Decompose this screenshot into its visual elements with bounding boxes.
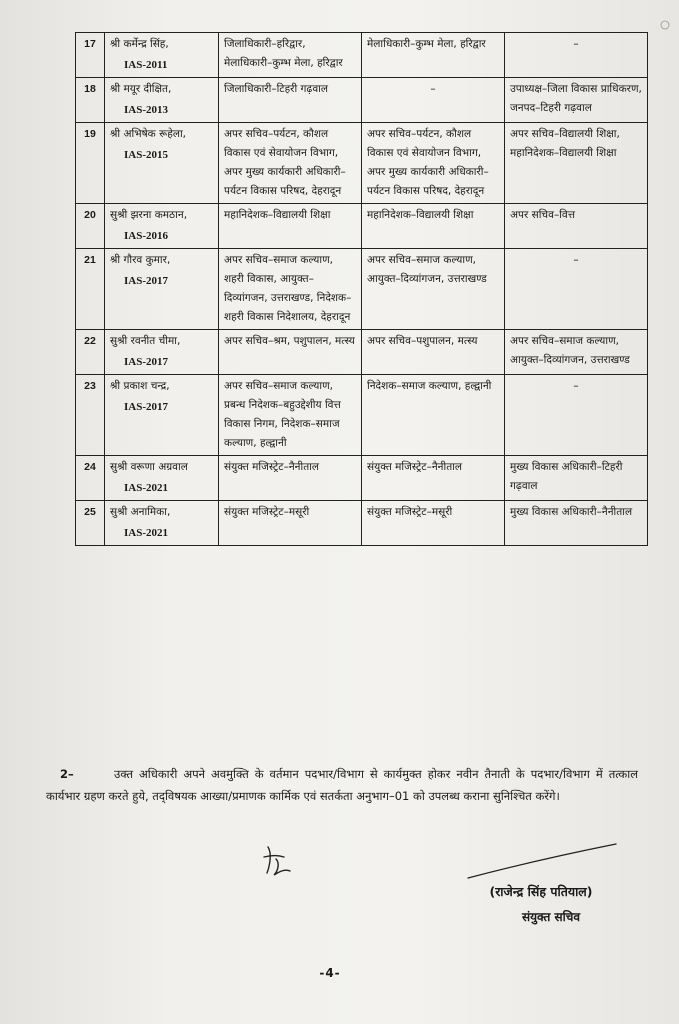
new-post-text: अपर सचिव–पर्यटन, कौशल विकास एवं सेवायोजन विभाग, अपर मुख्य कार्यकारी अधिकारी–पर्यटन विकास परिषद, देहरादून xyxy=(367,128,489,197)
relieved-post-text: उपाध्यक्ष–जिला विकास प्राधिकरण, जनपद–टिहरी गढ़वाल xyxy=(510,83,642,114)
officer-service-batch: IAS-2021 xyxy=(124,527,169,539)
new-post-cell xyxy=(362,501,505,546)
table-row xyxy=(76,501,648,546)
handwritten-initials xyxy=(258,843,298,879)
table-row xyxy=(76,78,648,123)
current-post-cell xyxy=(219,204,362,249)
officer-name: सुश्री वरूणा अग्रवाल xyxy=(110,461,188,473)
new-post-text: निदेशक–समाज कल्याण, हल्द्वानी xyxy=(367,380,492,392)
new-post-cell xyxy=(362,330,505,375)
relieved-post-text: अपर सचिव–समाज कल्याण, आयुक्त–दिव्यांगजन, उत्तराखण्ड xyxy=(510,335,630,366)
relieved-post-cell xyxy=(505,501,648,546)
serial-number-cell: 21 xyxy=(76,249,105,330)
current-post-cell xyxy=(219,33,362,78)
table-row xyxy=(76,33,648,78)
page-number: -4- xyxy=(319,966,341,980)
current-post-cell xyxy=(219,375,362,456)
serial-number-cell: 19 xyxy=(76,123,105,204)
relieved-post-text: – xyxy=(573,38,579,50)
table-row xyxy=(76,123,648,204)
instruction-paragraph xyxy=(46,763,638,807)
new-post-text: अपर सचिव–समाज कल्याण, आयुक्त–दिव्यांगजन, उत्तराखण्ड xyxy=(367,254,487,285)
current-post-cell xyxy=(219,501,362,546)
table-row xyxy=(76,204,648,249)
relieved-post-text: अपर सचिव–वित्त xyxy=(510,209,576,221)
serial-number-cell: 23 xyxy=(76,375,105,456)
current-post-cell xyxy=(219,456,362,501)
signature-stroke xyxy=(466,842,620,882)
serial-number-cell: 18 xyxy=(76,78,105,123)
new-post-text: संयुक्त मजिस्ट्रेट–नैनीताल xyxy=(367,461,463,473)
officer-cell xyxy=(105,456,219,501)
current-post-text: जिलाधिकारी–टिहरी गढ़वाल xyxy=(224,83,329,95)
paragraph-text: उक्त अधिकारी अपने अवमुक्ति के वर्तमान पदभार/विभाग से कार्यमुक्त होकर नवीन तैनाती के पदभार/विभाग में तत्काल कार्यभार ग्रहण करते हुये, तद्‌विषयक आख्या/प्रमाणक कार्मिक एवं सतर्कता अनुभाग–01 को उपलब्ध कराना सुनिश्चित करेंगे। xyxy=(46,767,638,803)
current-post-cell xyxy=(219,78,362,123)
relieved-post-cell xyxy=(505,330,648,375)
officer-cell xyxy=(105,375,219,456)
table-row xyxy=(76,330,648,375)
serial-number-cell: 25 xyxy=(76,501,105,546)
new-post-text: महानिदेशक–विद्यालयी शिक्षा xyxy=(367,209,474,221)
transfer-orders-table xyxy=(75,32,648,546)
relieved-post-cell xyxy=(505,123,648,204)
officer-name: श्री कर्मेन्द्र सिंह, xyxy=(110,38,169,50)
current-post-text: महानिदेशक–विद्यालयी शिक्षा xyxy=(224,209,331,221)
new-post-text: – xyxy=(430,83,436,95)
relieved-post-text: मुख्य विकास अधिकारी–टिहरी गढ़वाल xyxy=(510,461,623,492)
officer-name: श्री गौरव कुमार, xyxy=(110,254,171,266)
current-post-cell xyxy=(219,249,362,330)
officer-name: सुश्री अनामिका, xyxy=(110,506,171,518)
current-post-text: संयुक्त मजिस्ट्रेट–मसूरी xyxy=(224,506,310,518)
officer-cell xyxy=(105,123,219,204)
officer-service-batch: IAS-2021 xyxy=(124,482,169,494)
current-post-cell xyxy=(219,123,362,204)
officer-name: सुश्री झरना कमठान, xyxy=(110,209,188,221)
new-post-cell xyxy=(362,123,505,204)
serial-number-cell: 22 xyxy=(76,330,105,375)
officer-cell xyxy=(105,501,219,546)
new-post-text: अपर सचिव–पशुपालन, मत्स्य xyxy=(367,335,478,347)
current-post-text: अपर सचिव–समाज कल्याण, शहरी विकास, आयुक्त–दिव्यांगजन, उत्तराखण्ड, निदेशक–शहरी विकास निदेशालय, देहरादून xyxy=(224,254,352,323)
table-row xyxy=(76,375,648,456)
officer-name: श्री मयूर दीक्षित, xyxy=(110,83,172,95)
new-post-cell xyxy=(362,204,505,249)
current-post-text: जिलाधिकारी–हरिद्वार, मेलाधिकारी–कुम्भ मेला, हरिद्वार xyxy=(224,38,343,69)
relieved-post-text: – xyxy=(573,380,579,392)
new-post-cell xyxy=(362,249,505,330)
relieved-post-text: – xyxy=(573,254,579,266)
officer-service-batch: IAS-2013 xyxy=(124,104,169,116)
current-post-text: अपर सचिव–समाज कल्याण, प्रबन्ध निदेशक–बहुउद्देशीय वित्त विकास निगम, निदेशक–समाज कल्याण, हल्द्वानी xyxy=(224,380,341,449)
punch-hole-mark xyxy=(660,15,670,25)
table-row xyxy=(76,249,648,330)
relieved-post-cell xyxy=(505,78,648,123)
relieved-post-cell xyxy=(505,33,648,78)
officer-service-batch: IAS-2015 xyxy=(124,149,169,161)
officer-service-batch: IAS-2017 xyxy=(124,356,169,368)
relieved-post-cell xyxy=(505,204,648,249)
officer-name: श्री प्रकाश चन्द्र, xyxy=(110,380,170,392)
officer-cell xyxy=(105,204,219,249)
relieved-post-cell xyxy=(505,375,648,456)
new-post-cell xyxy=(362,375,505,456)
current-post-text: अपर सचिव–श्रम, पशुपालन, मत्स्य xyxy=(224,335,355,347)
new-post-text: मेलाधिकारी–कुम्भ मेला, हरिद्वार xyxy=(367,38,486,50)
officer-cell xyxy=(105,78,219,123)
new-post-text: संयुक्त मजिस्ट्रेट–मसूरी xyxy=(367,506,453,518)
signatory-name: (राजेन्द्र सिंह पतियाल) xyxy=(489,884,593,899)
relieved-post-text: मुख्य विकास अधिकारी–नैनीताल xyxy=(510,506,633,518)
officer-service-batch: IAS-2016 xyxy=(124,230,169,242)
officer-service-batch: IAS-2017 xyxy=(124,401,169,413)
new-post-cell xyxy=(362,78,505,123)
officer-name: श्री अभिषेक रूहेला, xyxy=(110,128,186,140)
relieved-post-cell xyxy=(505,249,648,330)
serial-number-cell: 20 xyxy=(76,204,105,249)
table-row xyxy=(76,456,648,501)
current-post-text: संयुक्त मजिस्ट्रेट–नैनीताल xyxy=(224,461,320,473)
signatory-designation: संयुक्त सचिव xyxy=(521,910,581,924)
serial-number-cell: 24 xyxy=(76,456,105,501)
new-post-cell xyxy=(362,456,505,501)
paragraph-number: 2– xyxy=(60,767,74,781)
officer-service-batch: IAS-2017 xyxy=(124,275,169,287)
relieved-post-text: अपर सचिव–विद्यालयी शिक्षा, महानिदेशक–विद्यालयी शिक्षा xyxy=(510,128,620,159)
current-post-cell xyxy=(219,330,362,375)
current-post-text: अपर सचिव–पर्यटन, कौशल विकास एवं सेवायोजन विभाग, अपर मुख्य कार्यकारी अधिकारी–पर्यटन विकास परिषद, देहरादून xyxy=(224,128,346,197)
officer-service-batch: IAS-2011 xyxy=(124,59,168,71)
officer-name: सुश्री रवनीत चीमा, xyxy=(110,335,181,347)
relieved-post-cell xyxy=(505,456,648,501)
officer-cell xyxy=(105,249,219,330)
serial-number-cell: 17 xyxy=(76,33,105,78)
officer-cell xyxy=(105,330,219,375)
officer-cell xyxy=(105,33,219,78)
new-post-cell xyxy=(362,33,505,78)
